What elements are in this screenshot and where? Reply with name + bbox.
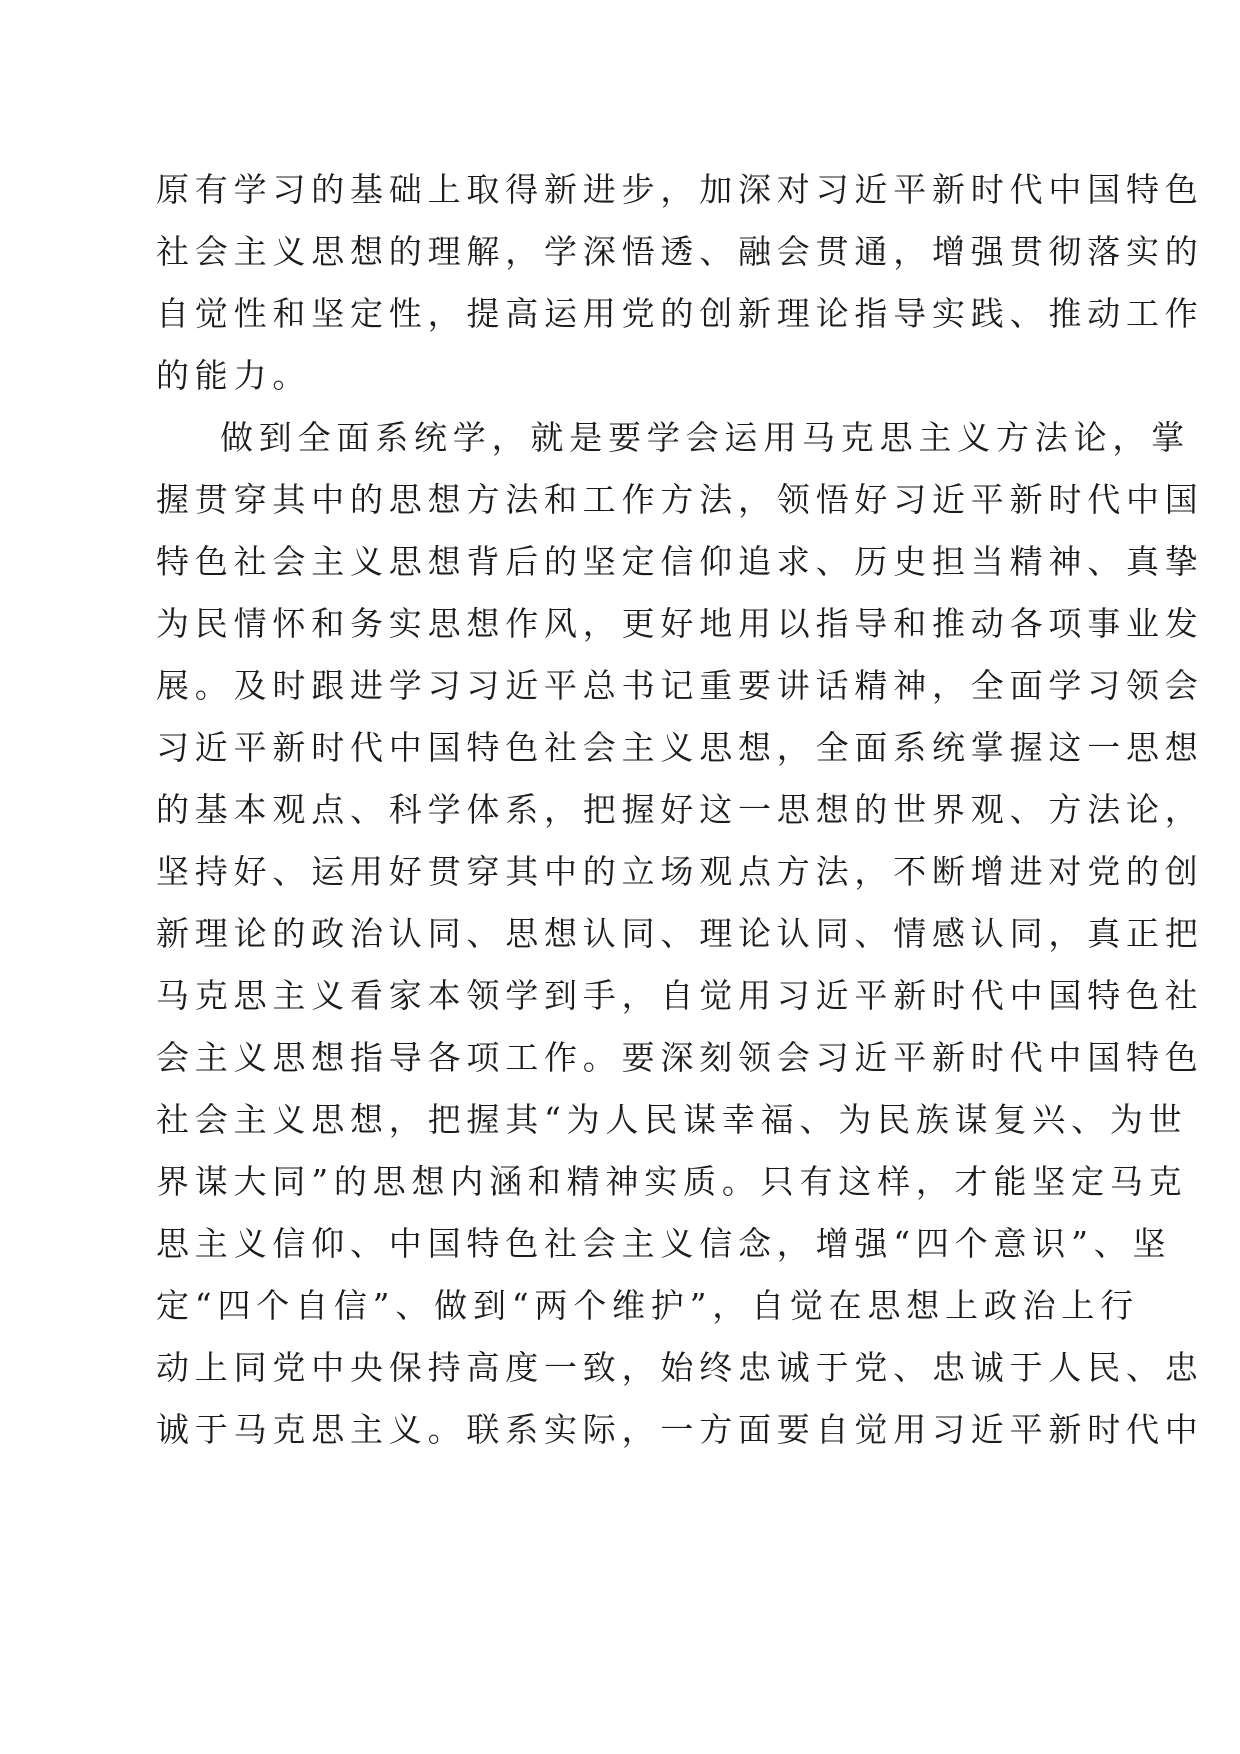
text-line: 思主义信仰、中国特色社会主义信念，增强“四个意识”、坚 xyxy=(156,1224,1172,1263)
text-line: 定“四个自信”、做到“两个维护”，自觉在思想上政治上行 xyxy=(156,1286,1140,1325)
text-line: 新理论的政治认同、思想认同、理论认同、情感认同，真正把 xyxy=(156,914,1204,953)
text-line: 界谋大同”的思想内涵和精神实质。只有这样，才能坚定马克 xyxy=(156,1162,1188,1201)
paragraph-first-line: 做到全面系统学，就是要学会运用马克思主义方法论，掌 xyxy=(220,418,1190,457)
text-line: 的能力。 xyxy=(156,356,312,395)
text-line: 马克思主义看家本领学到手，自觉用习近平新时代中国特色社 xyxy=(156,976,1204,1015)
text-line: 会主义思想指导各项工作。要深刻领会习近平新时代中国特色 xyxy=(156,1038,1204,1077)
text-line: 为民情怀和务实思想作风，更好地用以指导和推动各项事业发 xyxy=(156,604,1204,643)
text-line: 社会主义思想的理解，学深悟透、融会贯通，增强贯彻落实的 xyxy=(156,232,1204,271)
text-line: 握贯穿其中的思想方法和工作方法，领悟好习近平新时代中国 xyxy=(156,480,1204,519)
text-line: 特色社会主义思想背后的坚定信仰追求、历史担当精神、真挚 xyxy=(156,542,1204,581)
text-line: 自觉性和坚定性，提高运用党的创新理论指导实践、推动工作 xyxy=(156,294,1204,333)
text-line: 社会主义思想，把握其“为人民谋幸福、为民族谋复兴、为世 xyxy=(156,1100,1188,1139)
text-line: 习近平新时代中国特色社会主义思想，全面系统掌握这一思想 xyxy=(156,728,1204,767)
text-line: 坚持好、运用好贯穿其中的立场观点方法，不断增进对党的创 xyxy=(156,852,1204,891)
text-line: 诚于马克思主义。联系实际，一方面要自觉用习近平新时代中 xyxy=(156,1410,1204,1449)
text-line: 动上同党中央保持高度一致，始终忠诚于党、忠诚于人民、忠 xyxy=(156,1348,1204,1387)
text-line: 原有学习的基础上取得新进步，加深对习近平新时代中国特色 xyxy=(156,170,1204,209)
text-line: 的基本观点、科学体系，把握好这一思想的世界观、方法论， xyxy=(156,790,1204,829)
text-line: 展。及时跟进学习习近平总书记重要讲话精神，全面学习领会 xyxy=(156,666,1204,705)
